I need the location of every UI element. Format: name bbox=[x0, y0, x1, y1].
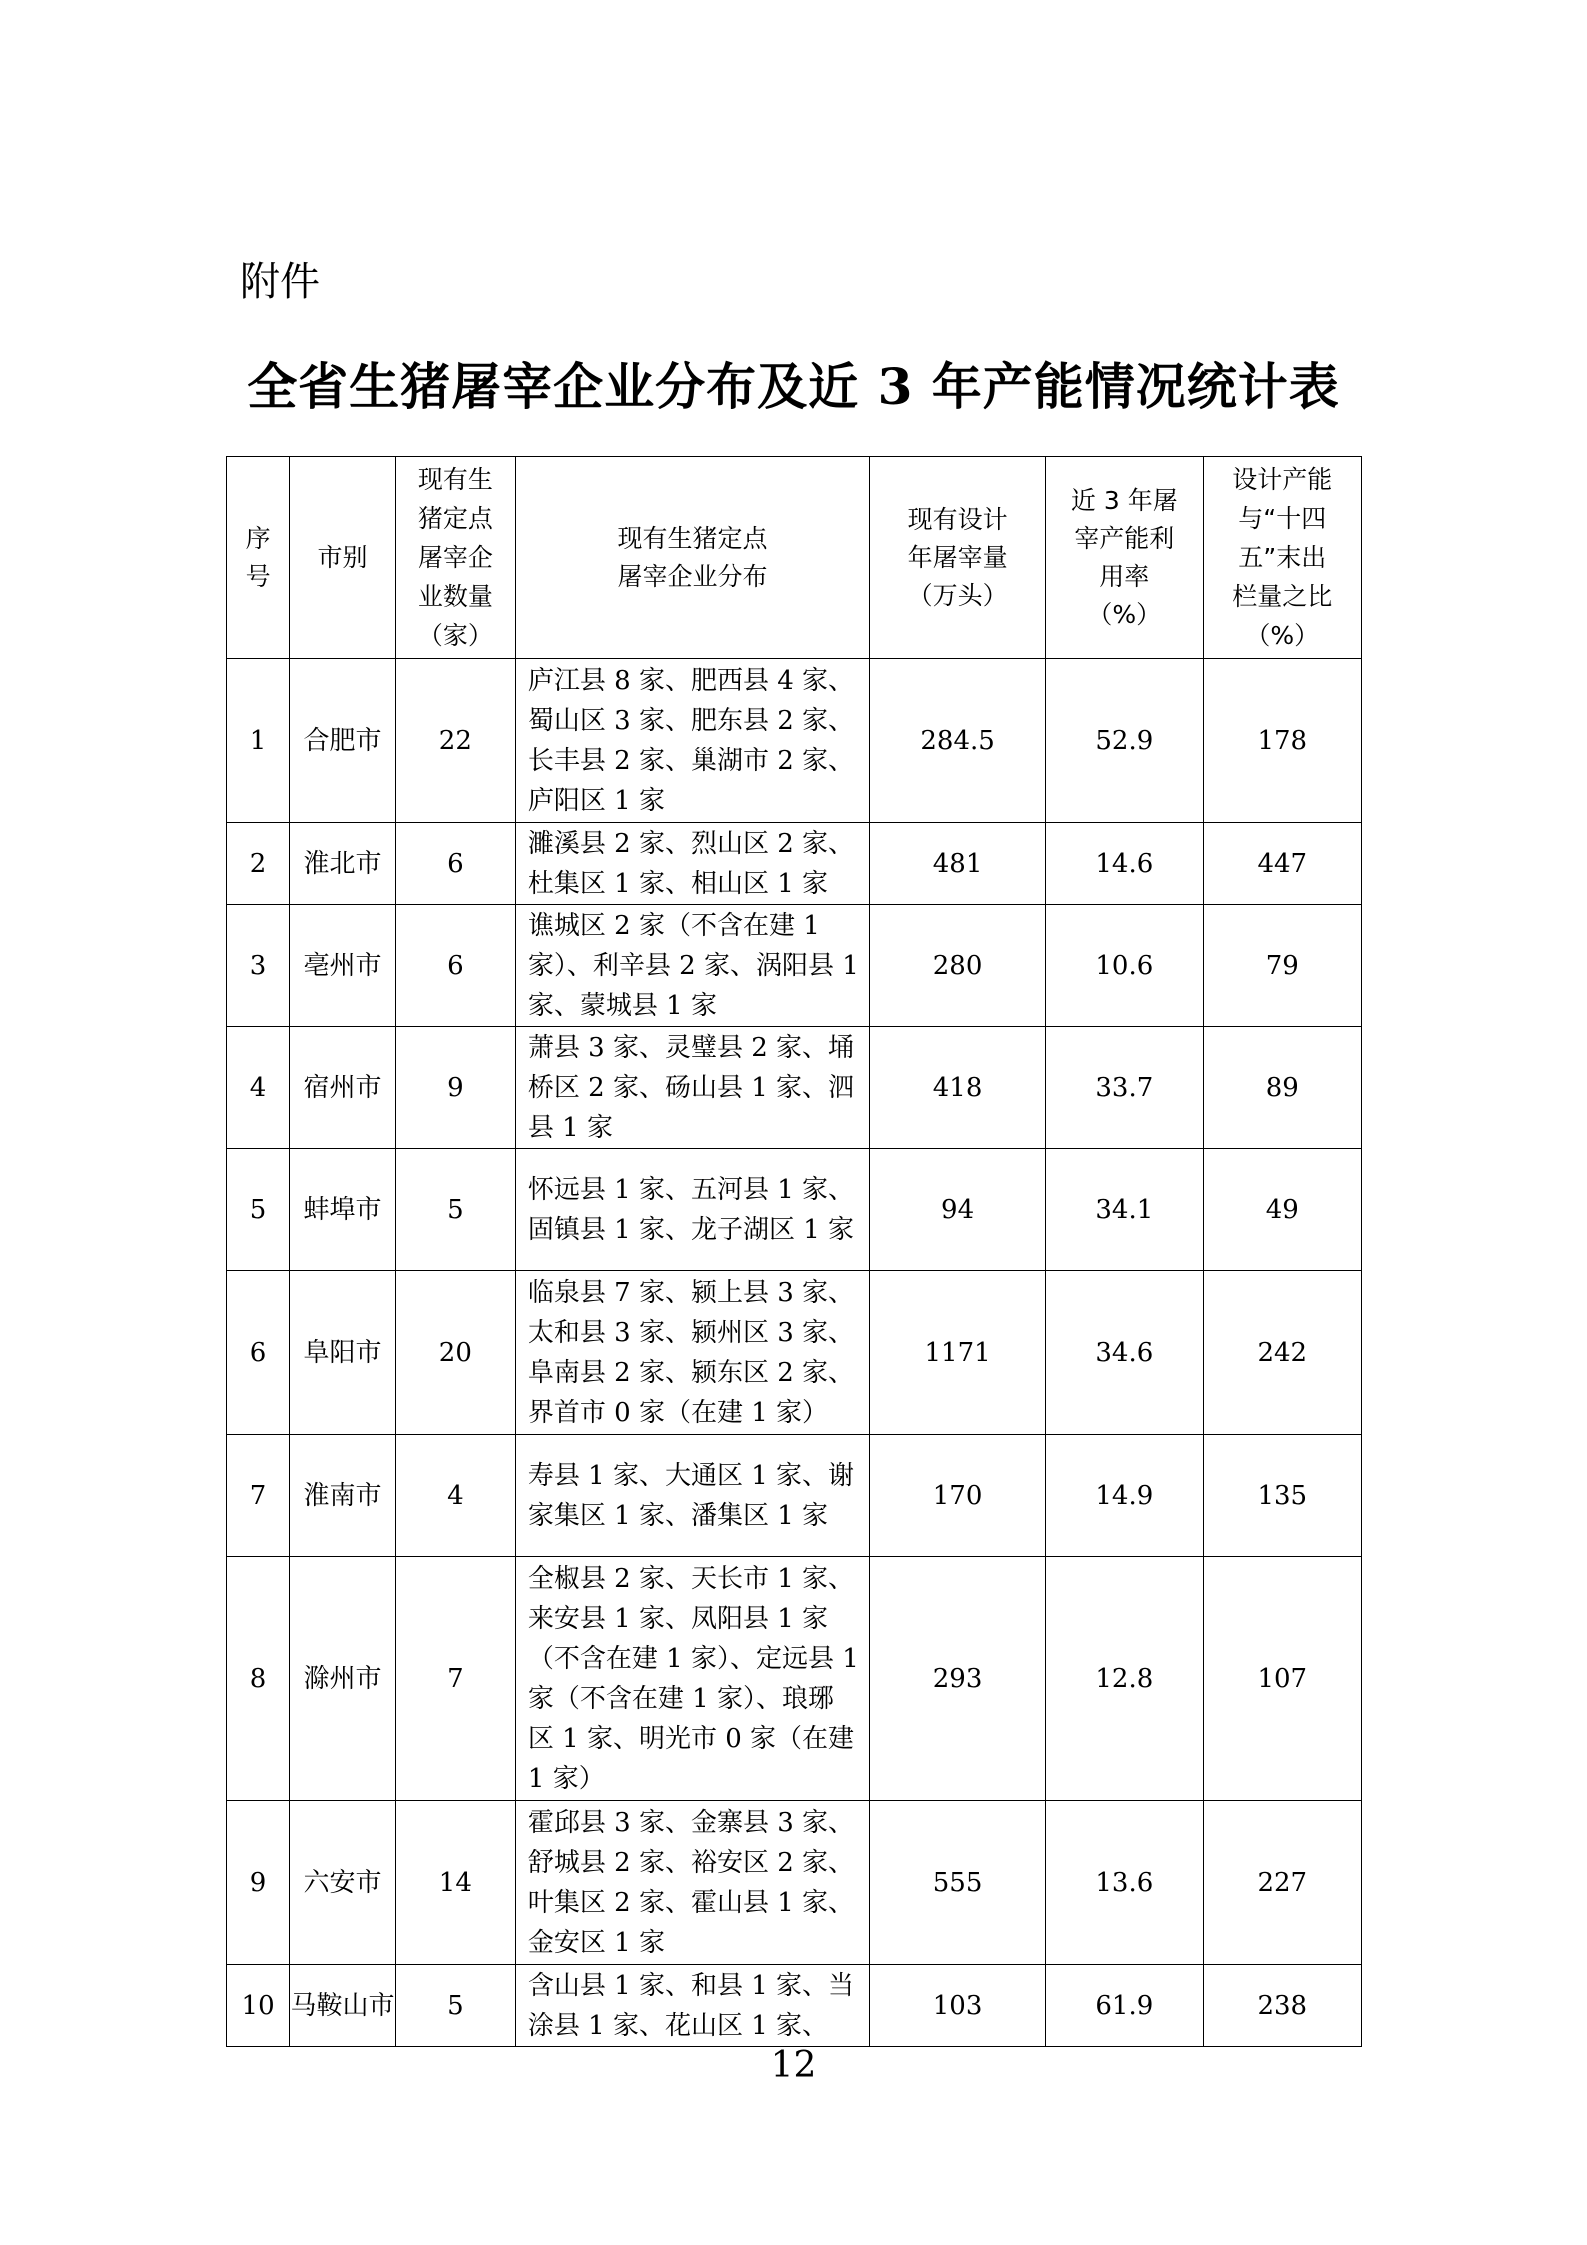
cell-count: 6 bbox=[395, 905, 515, 1027]
cell-distribution: 濉溪县 2 家、烈山区 2 家、杜集区 1 家、相山区 1 家 bbox=[515, 823, 869, 905]
cell-seq: 10 bbox=[227, 1965, 290, 2047]
table-row bbox=[227, 1557, 1362, 1801]
cell-utilization: 34.1 bbox=[1046, 1149, 1203, 1271]
header-ratio: 设计产能与“十四五”末出栏量之比（%） bbox=[1203, 457, 1361, 659]
cell-city: 滁州市 bbox=[290, 1557, 396, 1801]
cell-distribution: 谯城区 2 家（不含在建 1 家）、利辛县 2 家、涡阳县 1 家、蒙城县 1 家 bbox=[515, 905, 869, 1027]
cell-capacity: 170 bbox=[870, 1435, 1046, 1557]
cell-utilization: 61.9 bbox=[1046, 1965, 1203, 2047]
cell-distribution: 寿县 1 家、大通区 1 家、谢家集区 1 家、潘集区 1 家 bbox=[515, 1435, 869, 1557]
cell-capacity: 94 bbox=[870, 1149, 1046, 1271]
cell-city: 阜阳市 bbox=[290, 1271, 396, 1435]
cell-distribution: 霍邱县 3 家、金寨县 3 家、舒城县 2 家、裕安区 2 家、叶集区 2 家、霍山县 1 家、金安区 1 家 bbox=[515, 1801, 869, 1965]
cell-seq: 6 bbox=[227, 1271, 290, 1435]
cell-capacity: 284.5 bbox=[870, 659, 1046, 823]
cell-utilization: 14.9 bbox=[1046, 1435, 1203, 1557]
table-row bbox=[227, 1271, 1362, 1435]
header-distribution: 现有生猪定点屠宰企业分布 bbox=[515, 457, 869, 659]
cell-count: 5 bbox=[395, 1149, 515, 1271]
page-number: 12 bbox=[770, 2045, 817, 2086]
cell-capacity: 481 bbox=[870, 823, 1046, 905]
table-row bbox=[227, 1149, 1362, 1271]
cell-seq: 2 bbox=[227, 823, 290, 905]
cell-utilization: 13.6 bbox=[1046, 1801, 1203, 1965]
cell-distribution: 临泉县 7 家、颍上县 3 家、太和县 3 家、颍州区 3 家、阜南县 2 家、颍东区 2 家、界首市 0 家（在建 1 家） bbox=[515, 1271, 869, 1435]
cell-seq: 1 bbox=[227, 659, 290, 823]
cell-ratio: 49 bbox=[1203, 1149, 1361, 1271]
cell-count: 14 bbox=[395, 1801, 515, 1965]
cell-ratio: 178 bbox=[1203, 659, 1361, 823]
cell-seq: 7 bbox=[227, 1435, 290, 1557]
cell-capacity: 555 bbox=[870, 1801, 1046, 1965]
cell-count: 6 bbox=[395, 823, 515, 905]
cell-count: 9 bbox=[395, 1027, 515, 1149]
cell-capacity: 418 bbox=[870, 1027, 1046, 1149]
cell-ratio: 238 bbox=[1203, 1965, 1361, 2047]
statistics-table bbox=[226, 456, 1362, 2047]
cell-city: 蚌埠市 bbox=[290, 1149, 396, 1271]
table-header-row bbox=[227, 457, 1362, 659]
cell-utilization: 14.6 bbox=[1046, 823, 1203, 905]
table-row bbox=[227, 905, 1362, 1027]
cell-utilization: 33.7 bbox=[1046, 1027, 1203, 1149]
cell-distribution: 含山县 1 家、和县 1 家、当涂县 1 家、花山区 1 家、 bbox=[515, 1965, 869, 2047]
table-row bbox=[227, 1435, 1362, 1557]
cell-capacity: 1171 bbox=[870, 1271, 1046, 1435]
table-row bbox=[227, 1965, 1362, 2047]
table-row bbox=[227, 1027, 1362, 1149]
cell-count: 5 bbox=[395, 1965, 515, 2047]
table-row bbox=[227, 823, 1362, 905]
header-capacity: 现有设计年屠宰量（万头） bbox=[870, 457, 1046, 659]
cell-seq: 4 bbox=[227, 1027, 290, 1149]
cell-utilization: 10.6 bbox=[1046, 905, 1203, 1027]
table-row bbox=[227, 1801, 1362, 1965]
cell-seq: 5 bbox=[227, 1149, 290, 1271]
cell-capacity: 103 bbox=[870, 1965, 1046, 2047]
cell-count: 20 bbox=[395, 1271, 515, 1435]
cell-distribution: 庐江县 8 家、肥西县 4 家、蜀山区 3 家、肥东县 2 家、长丰县 2 家、巢湖市 2 家、庐阳区 1 家 bbox=[515, 659, 869, 823]
cell-utilization: 12.8 bbox=[1046, 1557, 1203, 1801]
cell-ratio: 107 bbox=[1203, 1557, 1361, 1801]
cell-city: 淮南市 bbox=[290, 1435, 396, 1557]
cell-count: 4 bbox=[395, 1435, 515, 1557]
cell-ratio: 447 bbox=[1203, 823, 1361, 905]
cell-city: 淮北市 bbox=[290, 823, 396, 905]
attachment-label: 附件 bbox=[240, 259, 320, 305]
cell-seq: 3 bbox=[227, 905, 290, 1027]
header-utilization: 近 3 年屠宰产能利用率（%） bbox=[1046, 457, 1203, 659]
header-city: 市别 bbox=[290, 457, 396, 659]
cell-city: 合肥市 bbox=[290, 659, 396, 823]
cell-city: 六安市 bbox=[290, 1801, 396, 1965]
cell-ratio: 227 bbox=[1203, 1801, 1361, 1965]
cell-city: 宿州市 bbox=[290, 1027, 396, 1149]
cell-seq: 8 bbox=[227, 1557, 290, 1801]
cell-capacity: 293 bbox=[870, 1557, 1046, 1801]
cell-ratio: 135 bbox=[1203, 1435, 1361, 1557]
cell-utilization: 52.9 bbox=[1046, 659, 1203, 823]
document-title: 全省生猪屠宰企业分布及近 3 年产能情况统计表 bbox=[247, 357, 1340, 416]
cell-distribution: 萧县 3 家、灵璧县 2 家、埇桥区 2 家、砀山县 1 家、泗县 1 家 bbox=[515, 1027, 869, 1149]
cell-utilization: 34.6 bbox=[1046, 1271, 1203, 1435]
cell-capacity: 280 bbox=[870, 905, 1046, 1027]
cell-ratio: 89 bbox=[1203, 1027, 1361, 1149]
cell-seq: 9 bbox=[227, 1801, 290, 1965]
cell-count: 22 bbox=[395, 659, 515, 823]
cell-distribution: 怀远县 1 家、五河县 1 家、固镇县 1 家、龙子湖区 1 家 bbox=[515, 1149, 869, 1271]
cell-city: 亳州市 bbox=[290, 905, 396, 1027]
table-row bbox=[227, 659, 1362, 823]
cell-ratio: 79 bbox=[1203, 905, 1361, 1027]
header-count: 现有生猪定点屠宰企业数量（家） bbox=[395, 457, 515, 659]
cell-count: 7 bbox=[395, 1557, 515, 1801]
header-seq: 序号 bbox=[227, 457, 290, 659]
cell-distribution: 全椒县 2 家、天长市 1 家、来安县 1 家、凤阳县 1 家（不含在建 1 家）、定远县 1 家（不含在建 1 家）、琅琊区 1 家、明光市 0 家（在建 1 家） bbox=[515, 1557, 869, 1801]
cell-ratio: 242 bbox=[1203, 1271, 1361, 1435]
cell-city: 马鞍山市 bbox=[290, 1965, 396, 2047]
